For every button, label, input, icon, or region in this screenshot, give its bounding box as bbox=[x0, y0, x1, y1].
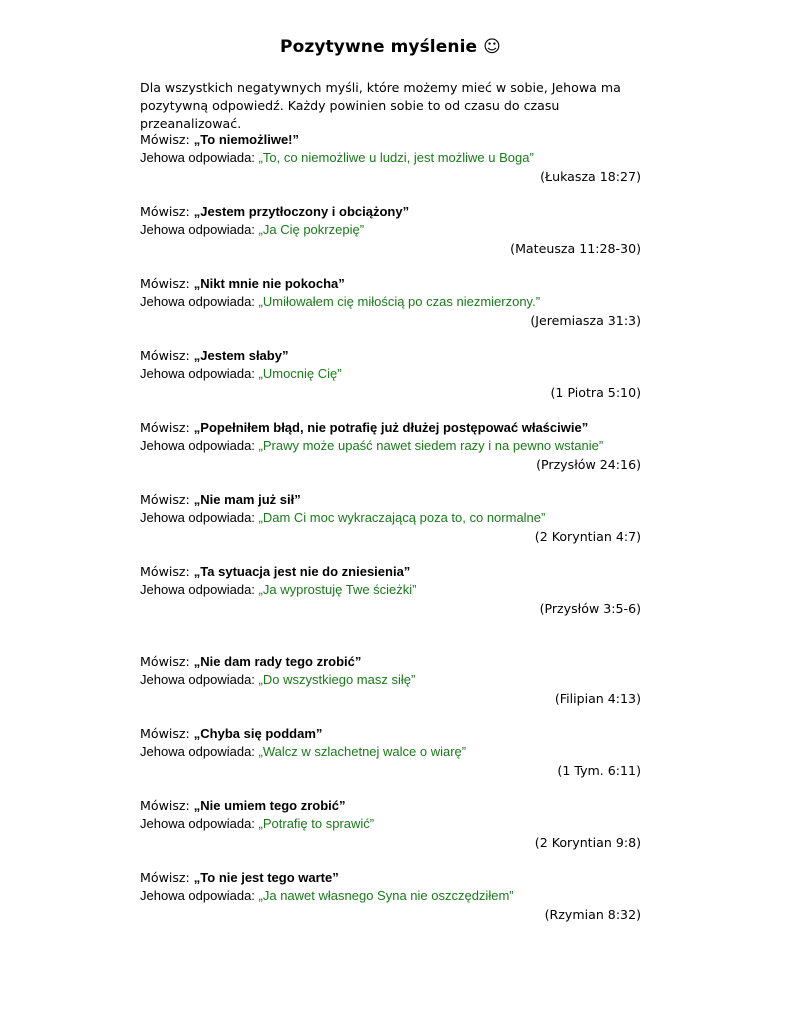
you-say-label: Mówisz: bbox=[140, 204, 194, 219]
you-say-line bbox=[140, 420, 588, 436]
jehovah-answers-line bbox=[140, 366, 342, 381]
affirmation-entry bbox=[140, 726, 641, 786]
you-say-label: Mówisz: bbox=[140, 726, 194, 741]
jehovah-answer-quote: „Ja wyprostuję Twe ścieżki” bbox=[258, 582, 417, 597]
jehovah-answers-label: Jehowa odpowiada: bbox=[140, 816, 259, 831]
jehovah-answers-line bbox=[140, 744, 466, 759]
jehovah-answers-label: Jehowa odpowiada: bbox=[140, 510, 259, 525]
jehovah-answer-quote: „To, co niemożliwe u ludzi, jest możliwe u Boga” bbox=[258, 150, 534, 165]
jehovah-answers-label: Jehowa odpowiada: bbox=[140, 366, 259, 381]
jehovah-answer-quote: „Do wszystkiego masz siłę” bbox=[258, 672, 416, 687]
bible-reference: (2 Koryntian 4:7) bbox=[534, 529, 641, 544]
you-say-label: Mówisz: bbox=[140, 348, 194, 363]
you-say-line bbox=[140, 726, 322, 742]
intro-line: Dla wszystkich negatywnych myśli, które możemy mieć w sobie, Jehowa ma bbox=[140, 80, 621, 95]
jehovah-answers-line bbox=[140, 816, 374, 831]
you-say-quote: „Nie dam rady tego zrobić” bbox=[193, 654, 362, 669]
bible-reference: (Jeremiasza 31:3) bbox=[530, 313, 641, 328]
jehovah-answers-label: Jehowa odpowiada: bbox=[140, 438, 259, 453]
bible-reference: (Przysłów 24:16) bbox=[536, 457, 641, 472]
you-say-line bbox=[140, 204, 409, 220]
bible-reference: (Przysłów 3:5-6) bbox=[539, 601, 641, 616]
affirmation-entry bbox=[140, 798, 641, 858]
jehovah-answer-quote: „Dam Ci moc wykraczającą poza to, co normalne” bbox=[258, 510, 546, 525]
jehovah-answers-label: Jehowa odpowiada: bbox=[140, 222, 259, 237]
bible-reference: (2 Koryntian 9:8) bbox=[534, 835, 641, 850]
jehovah-answers-line bbox=[140, 510, 545, 525]
bible-reference: (1 Piotra 5:10) bbox=[550, 385, 641, 400]
you-say-line bbox=[140, 870, 339, 886]
jehovah-answers-label: Jehowa odpowiada: bbox=[140, 888, 259, 903]
you-say-line bbox=[140, 276, 345, 292]
jehovah-answer-quote: „Umiłowałem cię miłością po czas niezmierzony.” bbox=[258, 294, 541, 309]
you-say-label: Mówisz: bbox=[140, 132, 194, 147]
you-say-quote: „Nikt mnie nie pokocha” bbox=[193, 276, 345, 291]
jehovah-answer-quote: „Walcz w szlachetnej walce o wiarę” bbox=[258, 744, 467, 759]
you-say-quote: „To nie jest tego warte” bbox=[193, 870, 339, 885]
bible-reference: (Łukasza 18:27) bbox=[540, 169, 641, 184]
you-say-label: Mówisz: bbox=[140, 276, 194, 291]
jehovah-answer-quote: „Umocnię Cię” bbox=[258, 366, 342, 381]
you-say-line bbox=[140, 348, 288, 364]
affirmation-entry bbox=[140, 276, 641, 336]
jehovah-answer-quote: „Potrafię to sprawić” bbox=[258, 816, 375, 831]
you-say-line bbox=[140, 564, 410, 580]
bible-reference: (1 Tym. 6:11) bbox=[557, 763, 641, 778]
you-say-quote: „Jestem przytłoczony i obciążony” bbox=[193, 204, 410, 219]
bible-reference: (Rzymian 8:32) bbox=[544, 907, 641, 922]
affirmation-entry bbox=[140, 654, 641, 714]
jehovah-answer-quote: „Ja nawet własnego Syna nie oszczędziłem” bbox=[258, 888, 514, 903]
jehovah-answers-line bbox=[140, 150, 534, 165]
you-say-quote: „Nie umiem tego zrobić” bbox=[193, 798, 346, 813]
affirmation-entry bbox=[140, 132, 641, 192]
jehovah-answer-quote: „Prawy może upaść nawet siedem razy i na pewno wstanie” bbox=[258, 438, 604, 453]
bible-reference: (Mateusza 11:28-30) bbox=[510, 241, 641, 256]
you-say-label: Mówisz: bbox=[140, 870, 194, 885]
you-say-label: Mówisz: bbox=[140, 420, 194, 435]
affirmation-entry bbox=[140, 492, 641, 552]
affirmation-entry bbox=[140, 348, 641, 408]
jehovah-answers-line bbox=[140, 294, 540, 309]
you-say-label: Mówisz: bbox=[140, 654, 194, 669]
you-say-line bbox=[140, 492, 301, 508]
you-say-quote: „Chyba się poddam” bbox=[193, 726, 323, 741]
affirmation-entry bbox=[140, 870, 641, 930]
you-say-line bbox=[140, 132, 299, 148]
you-say-label: Mówisz: bbox=[140, 798, 194, 813]
affirmation-entry bbox=[140, 564, 641, 624]
intro-line: pozytywną odpowiedź. Każdy powinien sobie to od czasu do czasu przeanalizować. bbox=[140, 98, 560, 131]
jehovah-answers-line bbox=[140, 582, 417, 597]
you-say-quote: „Jestem słaby” bbox=[193, 348, 289, 363]
you-say-quote: „Ta sytuacja jest nie do zniesienia” bbox=[193, 564, 411, 579]
you-say-line bbox=[140, 654, 361, 670]
you-say-quote: „To niemożliwe!” bbox=[193, 132, 300, 147]
jehovah-answers-label: Jehowa odpowiada: bbox=[140, 672, 259, 687]
intro-paragraph bbox=[140, 79, 660, 133]
jehovah-answers-label: Jehowa odpowiada: bbox=[140, 150, 259, 165]
bible-reference: (Filipian 4:13) bbox=[554, 691, 641, 706]
you-say-label: Mówisz: bbox=[140, 492, 194, 507]
you-say-label: Mówisz: bbox=[140, 564, 194, 579]
jehovah-answers-line bbox=[140, 672, 415, 687]
jehovah-answer-quote: „Ja Cię pokrzepię” bbox=[258, 222, 365, 237]
jehovah-answers-line bbox=[140, 222, 364, 237]
affirmation-entry bbox=[140, 420, 641, 480]
jehovah-answers-line bbox=[140, 888, 514, 903]
jehovah-answers-line bbox=[140, 438, 603, 453]
jehovah-answers-label: Jehowa odpowiada: bbox=[140, 744, 259, 759]
page-title: Pozytywne myślenie ☺ bbox=[280, 37, 501, 57]
jehovah-answers-label: Jehowa odpowiada: bbox=[140, 294, 259, 309]
affirmation-entry bbox=[140, 204, 641, 264]
jehovah-answers-label: Jehowa odpowiada: bbox=[140, 582, 259, 597]
you-say-quote: „Nie mam już sił” bbox=[193, 492, 301, 507]
you-say-line bbox=[140, 798, 346, 814]
you-say-quote: „Popełniłem błąd, nie potrafię już dłużej postępować właściwie” bbox=[193, 420, 589, 435]
